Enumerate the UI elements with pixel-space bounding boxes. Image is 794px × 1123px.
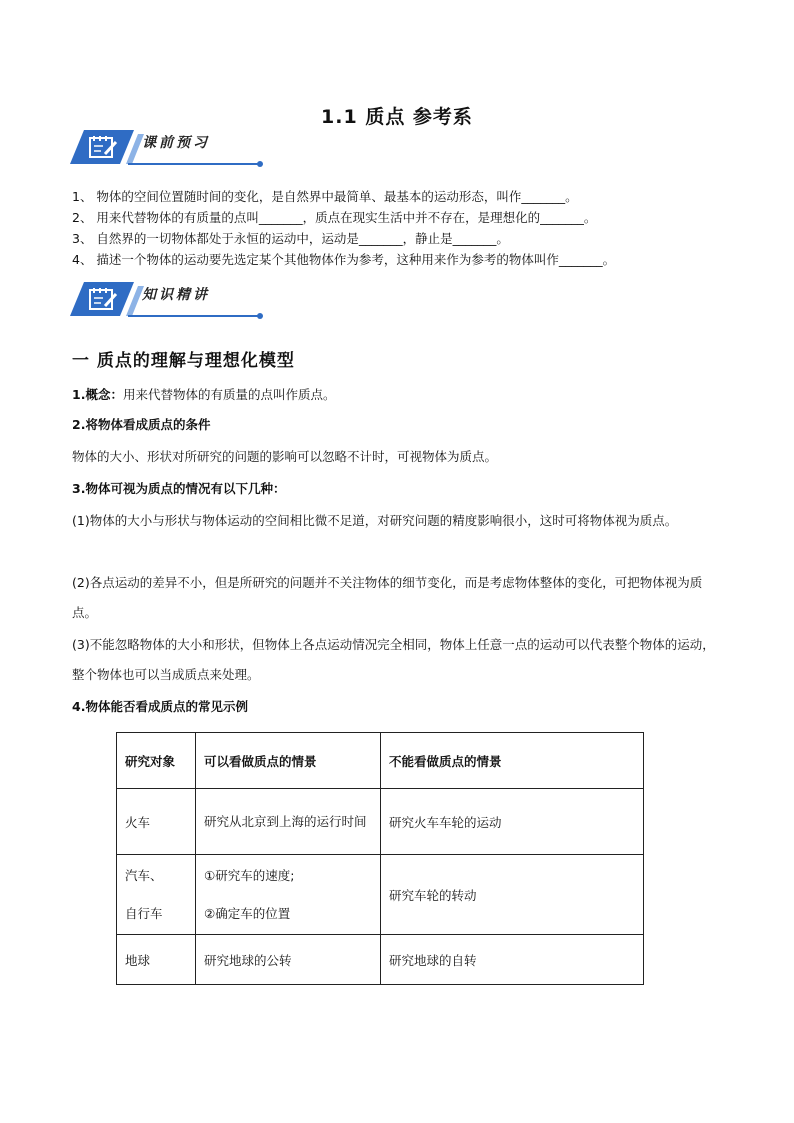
table-header-row: [117, 733, 644, 789]
case-item-2: (2)各点运动的差异不小，但是所研究的问题并不关注物体的细节变化，而是考虑物体整体的变化，可把物体视为质点。: [72, 575, 703, 620]
preview-list: [72, 186, 732, 270]
table-cell-can: [196, 855, 381, 935]
preview-item: 1、 物体的空间位置随时间的变化，是自然界中最简单、最基本的运动形态，叫作_______。: [72, 189, 578, 204]
concept-paragraph: [72, 385, 726, 405]
page-title: 1.1 质点 参考系: [321, 106, 473, 128]
table-cell-cannot: 研究车轮的转动: [381, 855, 644, 935]
table-cell-can: 研究从北京到上海的运行时间: [196, 789, 381, 855]
preview-item: 2、 用来代替物体的有质量的点叫_______，质点在现实生活中并不存在，是理想化的_______。: [72, 210, 597, 225]
preview-item: 3、 自然界的一切物体都处于永恒的运动中，运动是_______，静止是_______。: [72, 231, 509, 246]
table-row: [117, 789, 644, 855]
table-cell-subject: 地球: [117, 935, 196, 985]
banner-divider: [128, 163, 260, 165]
examples-table: [116, 732, 644, 985]
table-cell-cannot: 研究地球的自转: [381, 935, 644, 985]
banner-divider: [128, 315, 260, 317]
table-header-cell: 可以看做质点的情景: [196, 733, 381, 789]
examples-heading: 4.物体能否看成质点的常见示例: [72, 699, 248, 714]
cases-heading: 3.物体可视为质点的情况有以下几种：: [72, 481, 286, 496]
subject-line: 汽车、: [125, 867, 163, 883]
table-header-cell: 研究对象: [117, 733, 196, 789]
subject-line: 自行车: [125, 905, 163, 921]
table-cell-can: 研究地球的公转: [196, 935, 381, 985]
banner-knowledge: [70, 282, 260, 318]
case-item-1: (1)物体的大小与形状与物体运动的空间相比微不足道，对研究问题的精度影响很小，这时可将物体视为质点。: [72, 513, 678, 528]
table-row: [117, 855, 644, 935]
can-line: ①研究车的速度;: [204, 867, 295, 883]
table-row: [117, 935, 644, 985]
condition-heading: 2.将物体看成质点的条件: [72, 417, 211, 432]
concept-text: 用来代替物体的有质量的点叫作质点。: [122, 387, 336, 402]
case-item-3: (3)不能忽略物体的大小和形状，但物体上各点运动情况完全相同，物体上任意一点的运动可以代表整个物体的运动，整个物体也可以当成质点来处理。: [72, 637, 715, 682]
banner-knowledge-title: 知识精讲: [142, 287, 210, 303]
table-cell-cannot: 研究火车车轮的运动: [381, 789, 644, 855]
concept-label: 1.概念：: [72, 387, 123, 402]
banner-preview-title: 课前预习: [142, 135, 210, 151]
section-heading: 一 质点的理解与理想化模型: [72, 351, 295, 371]
table-header-cell: 不能看做质点的情景: [381, 733, 644, 789]
can-line: ②确定车的位置: [204, 905, 291, 921]
table-cell-subject: [117, 855, 196, 935]
banner-preview: [70, 130, 260, 166]
table-cell-subject: 火车: [117, 789, 196, 855]
condition-text: 物体的大小、形状对所研究的问题的影响可以忽略不计时，可视物体为质点。: [72, 449, 498, 464]
preview-item: 4、 描述一个物体的运动要先选定某个其他物体作为参考，这种用来作为参考的物体叫作_______。: [72, 252, 616, 267]
